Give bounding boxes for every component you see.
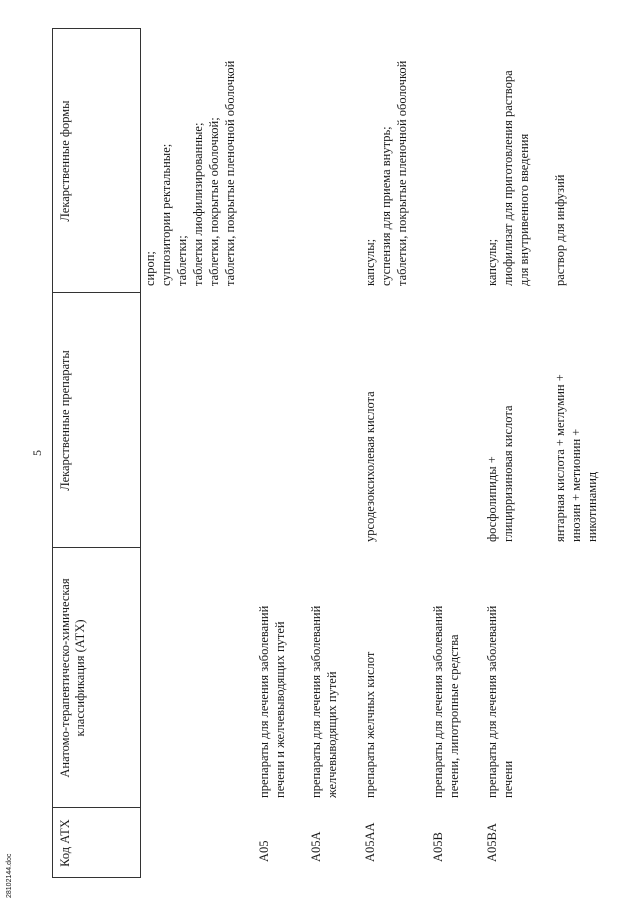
table-top-border: [52, 28, 53, 878]
preparation-line: инозин + метионин +: [569, 428, 583, 542]
row-classification: [308, 606, 340, 798]
row-preparation-second: [552, 374, 600, 542]
form-item: суппозитории ректальные;: [159, 143, 173, 286]
header-code: Код АТХ: [58, 819, 72, 867]
rotated-page: [30, 28, 610, 878]
row-classification: [256, 606, 288, 798]
row-classification: [362, 652, 378, 798]
row-forms: [362, 61, 410, 286]
preparation-line: фосфолипиды +: [485, 456, 499, 542]
classification-line: препараты для лечения заболеваний: [485, 605, 499, 798]
classification-line: препараты желчных кислот: [363, 651, 377, 798]
form-item: капсулы;: [363, 238, 377, 286]
preparation-line: никотинамид: [585, 471, 599, 542]
classification-line: печени: [501, 760, 515, 798]
form-item: таблетки;: [175, 235, 189, 286]
classification-line: печени, липотропные средства: [447, 634, 461, 798]
classification-line: препараты для лечения заболеваний: [431, 605, 445, 798]
page-number: 5: [30, 450, 44, 456]
row-preparation: [484, 405, 516, 542]
footer-filename: 28102144.doc: [6, 853, 13, 898]
row-code: A05AA: [363, 822, 377, 862]
preparation-line: урсодезоксихолевая кислота: [363, 391, 377, 542]
header-bottom-border: [140, 28, 141, 878]
doc-footer: [6, 853, 24, 898]
preparation-line: глицирризиновая кислота: [501, 405, 515, 542]
preparation-line: янтарная кислота + меглумин +: [553, 374, 567, 542]
row-preparation: [362, 391, 378, 542]
form-item: суспензия для приема внутрь;: [379, 126, 393, 286]
form-item: для внутривенного введения: [517, 133, 531, 286]
form-item: лиофилизат для приготовления раствора: [501, 70, 515, 286]
drug-table: [52, 28, 610, 878]
classification-line: препараты для лечения заболеваний: [257, 605, 271, 798]
row-code: A05B: [431, 832, 445, 862]
header-forms: Лекарственные формы: [58, 100, 72, 222]
form-item: раствор для инфузий: [553, 174, 567, 286]
form-item: таблетки, покрытые пленочной оболочкой: [395, 60, 409, 286]
form-item: таблетки, покрытые пленочной оболочкой: [223, 60, 237, 286]
forms-continued: [142, 61, 238, 286]
header-preparations: Лекарственные препараты: [58, 350, 72, 491]
form-item: таблетки, покрытые оболочкой;: [207, 117, 221, 286]
row-code: A05BA: [485, 823, 499, 862]
header-classification: Анатомо-терапевтическо-химическая классификация (АТХ): [58, 578, 87, 778]
classification-line: печени и желчевыводящих путей: [273, 621, 287, 798]
classification-line: желчевыводящих путей: [325, 671, 339, 798]
row-forms: [484, 70, 532, 286]
row-classification: [430, 606, 462, 798]
row-classification: [484, 606, 516, 798]
form-item: капсулы;: [485, 238, 499, 286]
row-code: A05: [257, 840, 271, 862]
classification-line: препараты для лечения заболеваний: [309, 605, 323, 798]
form-item: таблетки лиофилизированные;: [191, 122, 205, 286]
row-forms-second: [552, 175, 568, 286]
form-item: сироп;: [143, 251, 157, 286]
row-code: A05A: [309, 831, 323, 862]
